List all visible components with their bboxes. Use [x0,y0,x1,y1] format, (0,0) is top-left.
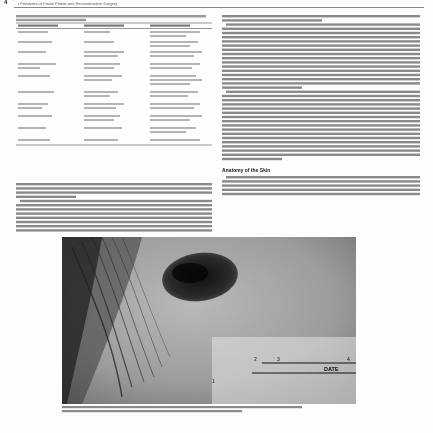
figure-caption-illegible-text [62,406,362,414]
figure-label-4: 4 [347,357,350,363]
header-rule [14,7,424,8]
right-column-illegible-text [222,15,420,165]
left-column-illegible-text [16,183,212,235]
figure-label-3: 3 [277,357,280,363]
skin-lesion-photo [62,237,356,404]
running-title: I Principles of Facial Plastic and Reconstructive Surgery [18,1,118,6]
left-column-text [16,183,212,236]
figure-label-date: DATE [324,367,339,373]
figure-label-2: 2 [254,357,257,363]
right-column-text-2 [222,176,420,203]
running-header [0,0,433,10]
right-column-text [222,15,420,166]
section-heading: Anatomy of the Skin [222,168,271,174]
table-illegible-text [16,15,212,165]
figure-label-1: 1 [212,379,215,385]
figure-caption [62,406,362,415]
page-number: 4 [4,0,8,6]
table-block [16,15,212,170]
right-column-2-illegible-text [222,176,420,202]
clinical-photo [62,237,356,404]
